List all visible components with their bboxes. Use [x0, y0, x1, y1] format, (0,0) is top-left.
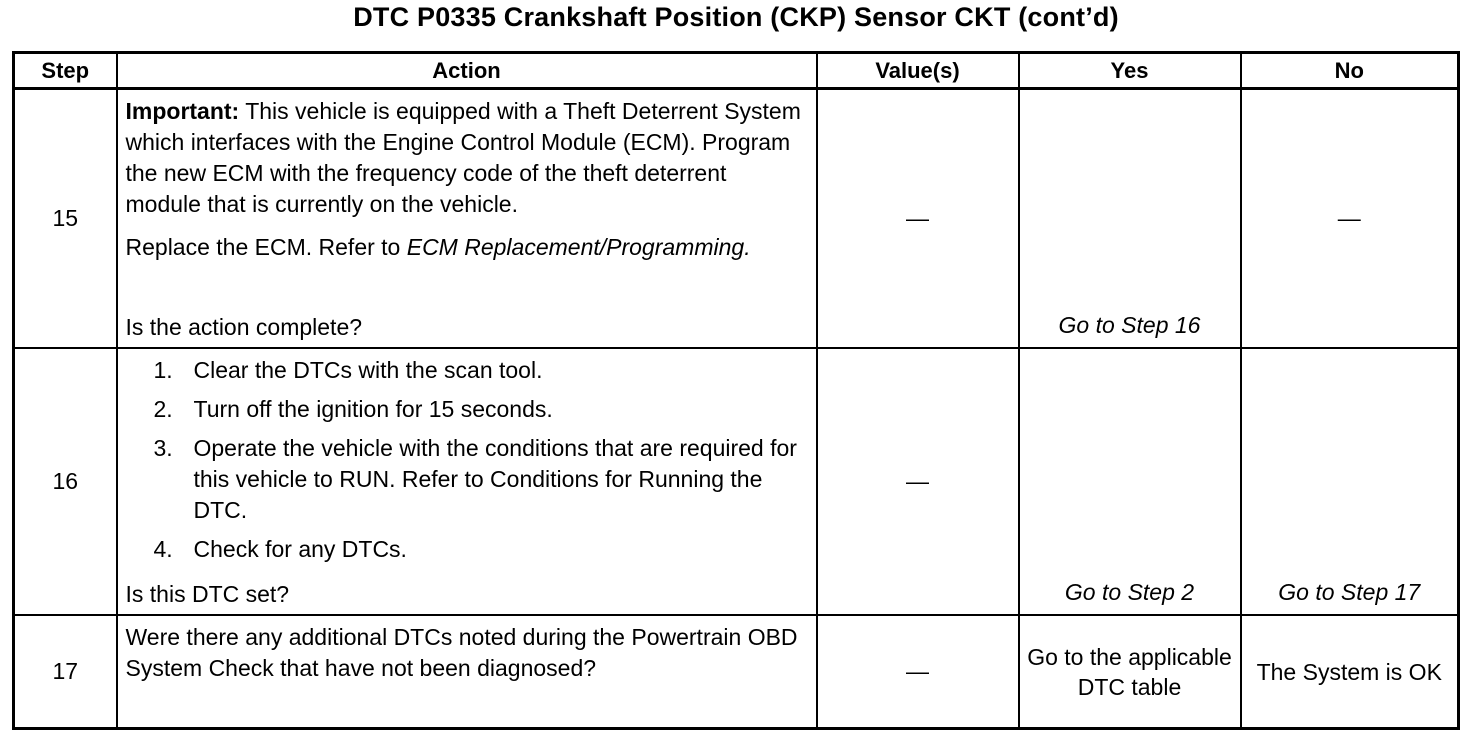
list-item [126, 534, 806, 565]
step-number: 15 [14, 89, 117, 349]
list-item [126, 355, 806, 386]
important-label: Important: [125, 98, 240, 124]
header-yes: Yes [1019, 53, 1241, 89]
table-row-step-15 [14, 89, 1459, 349]
step-number: 17 [14, 615, 117, 729]
values-cell: — [817, 615, 1019, 729]
list-item-text: Clear the DTCs with the scan tool. [193, 357, 543, 383]
yes-cell: Go to the applicable DTC table [1019, 615, 1241, 729]
action-cell [117, 89, 817, 349]
list-item-text: Operate the vehicle with the conditions that are required for this vehicle to RUN. Refer to Conditions for Running the DTC. [193, 435, 797, 523]
no-cell: Go to Step 17 [1241, 348, 1459, 615]
no-cell: The System is OK [1241, 615, 1459, 729]
list-item-number: 2. [153, 396, 173, 422]
table-header-row [14, 53, 1459, 89]
no-cell: — [1241, 89, 1459, 349]
values-cell: — [817, 348, 1019, 615]
header-no: No [1241, 53, 1459, 89]
header-values: Value(s) [817, 53, 1019, 89]
yes-cell: Go to Step 2 [1019, 348, 1241, 615]
important-text: This vehicle is equipped with a Theft Deterrent System which interfaces with the Engine Control Module (ECM). Program the new ECM with the frequency code of the theft deterrent module that is currently on the vehicle. [125, 98, 801, 217]
action-question: Is the action complete? [125, 314, 363, 340]
list-item-number: 3. [153, 435, 173, 461]
diagnostic-table [12, 51, 1460, 730]
list-item-number: 1. [153, 357, 173, 383]
yes-cell: Go to Step 16 [1019, 89, 1241, 349]
values-cell: — [817, 89, 1019, 349]
table-row-step-17 [14, 615, 1459, 729]
list-item-number: 4. [153, 536, 173, 562]
replace-text: Replace the ECM. Refer to [125, 234, 401, 260]
list-item-text: Turn off the ignition for 15 seconds. [193, 396, 553, 422]
action-steps-list [126, 355, 806, 565]
document-title: DTC P0335 Crankshaft Position (CKP) Sensor CKT (cont’d) [353, 2, 1119, 32]
replace-instruction [126, 232, 806, 263]
list-item [126, 394, 806, 425]
header-action: Action [117, 53, 817, 89]
important-note [126, 96, 806, 220]
table-row-step-16 [14, 348, 1459, 615]
list-item [126, 433, 806, 526]
replace-reference: ECM Replacement/Programming [406, 234, 745, 260]
action-question: Is this DTC set? [125, 581, 290, 607]
step-number: 16 [14, 348, 117, 615]
header-step: Step [14, 53, 117, 89]
action-question: Were there any additional DTCs noted during the Powertrain OBD System Check that have not been diagnosed? [117, 615, 817, 729]
list-item-text: Check for any DTCs. [193, 536, 407, 562]
action-cell [117, 348, 817, 615]
replace-end: . [744, 234, 751, 260]
